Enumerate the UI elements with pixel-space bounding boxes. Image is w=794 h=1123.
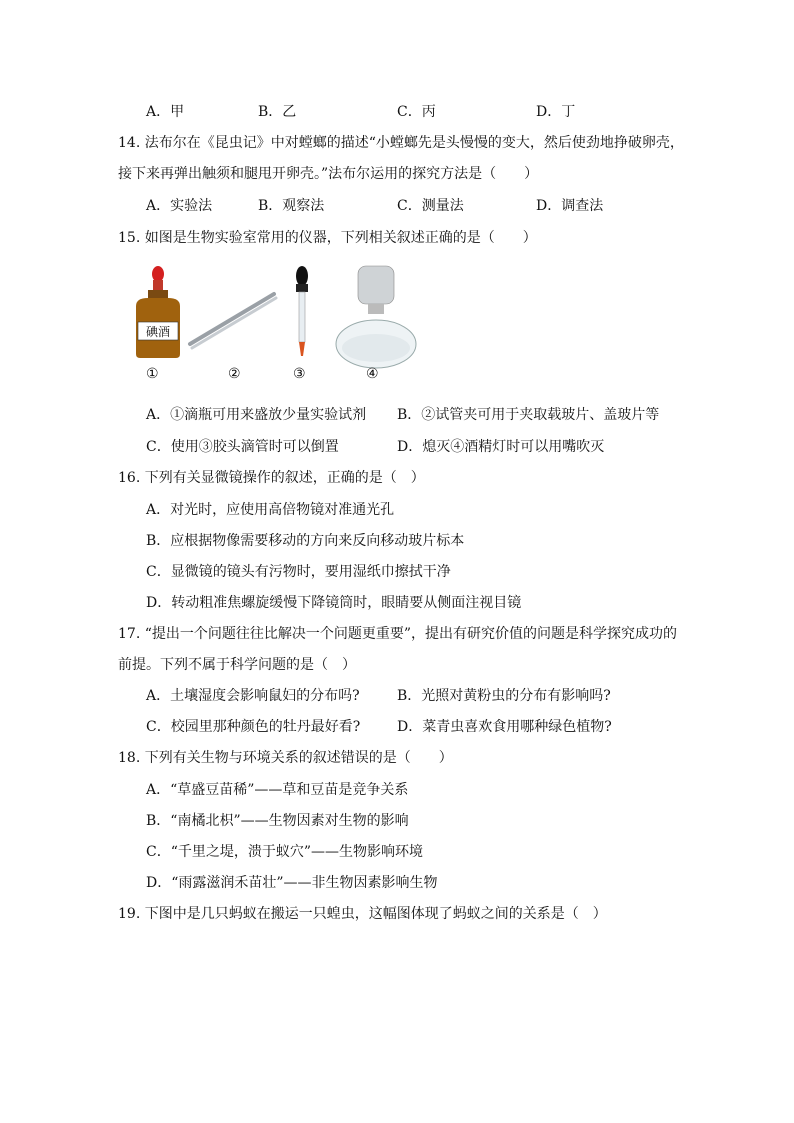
- q17-option-c: C．校园里那种颜色的牡丹最好看?: [146, 719, 361, 735]
- q16-option-c: C．显微镜的镜头有污物时，要用湿纸巾擦拭干净: [146, 564, 451, 580]
- q17-stem-line1: 17. “提出一个问题往往比解决一个问题更重要”，提出有研究价值的问题是科学探究成功的: [118, 626, 678, 642]
- q13-option-a: A．甲: [146, 104, 185, 120]
- q18-stem: 18. 下列有关生物与环境关系的叙述错误的是（ ）: [118, 750, 453, 766]
- figure-label-1: ①: [146, 366, 159, 382]
- bottle-label-text: 碘酒: [145, 325, 171, 339]
- figure-label-3: ③: [293, 366, 306, 382]
- q16-stem: 16. 下列有关显微镜操作的叙述，正确的是（ ）: [118, 470, 425, 486]
- q18-option-a: A．“草盛豆苗稀”——草和豆苗是竞争关系: [146, 782, 409, 798]
- q14-option-a: A．实验法: [146, 198, 213, 214]
- q14-stem-line2: 接下来再弹出触须和腿甩开卵壳。”法布尔运用的探究方法是（ ）: [118, 166, 539, 182]
- q13-option-b: B．乙: [258, 104, 297, 120]
- q15-option-a: A．①滴瓶可用来盛放少量实验试剂: [146, 407, 367, 423]
- q14-option-c: C．测量法: [397, 198, 464, 214]
- q14-stem-line1: 14. 法布尔在《昆虫记》中对螳螂的描述“小螳螂先是头慢慢的变大，然后使劲地挣破卵壳，: [118, 135, 684, 151]
- q18-option-c: C．“千里之堤，溃于蚁穴”——生物影响环境: [146, 844, 424, 860]
- alcohol-lamp-image: [336, 266, 416, 368]
- q15-option-b: B．②试管夹可用于夹取载玻片、盖玻片等: [397, 407, 660, 423]
- q15-option-c: C．使用③胶头滴管时可以倒置: [146, 439, 339, 455]
- q14-option-d: D．调查法: [536, 198, 604, 214]
- figure-label-2: ②: [228, 366, 241, 382]
- figure-label-4: ④: [366, 366, 379, 382]
- q17-option-a: A．土壤湿度会影响鼠妇的分布吗?: [146, 688, 360, 704]
- q16-option-d: D．转动粗准焦螺旋缓慢下降镜筒时，眼睛要从侧面注视目镜: [146, 595, 522, 611]
- q19-stem: 19. 下图中是几只蚂蚁在搬运一只蝗虫，这幅图体现了蚂蚁之间的关系是（ ）: [118, 906, 607, 922]
- q16-option-b: B．应根据物像需要移动的方向来反向移动玻片标本: [146, 533, 465, 549]
- q16-option-a: A．对光时，应使用高倍物镜对准通光孔: [146, 502, 395, 518]
- lab-instruments-figure: [128, 262, 428, 370]
- q14-option-b: B．观察法: [258, 198, 325, 214]
- q18-option-d: D．“雨露滋润禾苗壮”——非生物因素影响生物: [146, 875, 438, 891]
- q13-option-d: D．丁: [536, 104, 576, 120]
- q13-option-c: C．丙: [397, 104, 436, 120]
- q17-option-d: D．菜青虫喜欢食用哪种绿色植物?: [397, 719, 612, 735]
- tweezers-image: [190, 294, 276, 348]
- dropper-image: [296, 266, 308, 356]
- q18-option-b: B．“南橘北枳”——生物因素对生物的影响: [146, 813, 409, 829]
- q15-stem: 15. 如图是生物实验室常用的仪器，下列相关叙述正确的是（ ）: [118, 230, 537, 246]
- q15-option-d: D．熄灭④酒精灯时可以用嘴吹灭: [397, 439, 605, 455]
- q17-stem-line2: 前提。下列不属于科学问题的是（ ）: [118, 657, 356, 673]
- q17-option-b: B．光照对黄粉虫的分布有影响吗?: [397, 688, 611, 704]
- dropper-bottle-image: [136, 266, 180, 358]
